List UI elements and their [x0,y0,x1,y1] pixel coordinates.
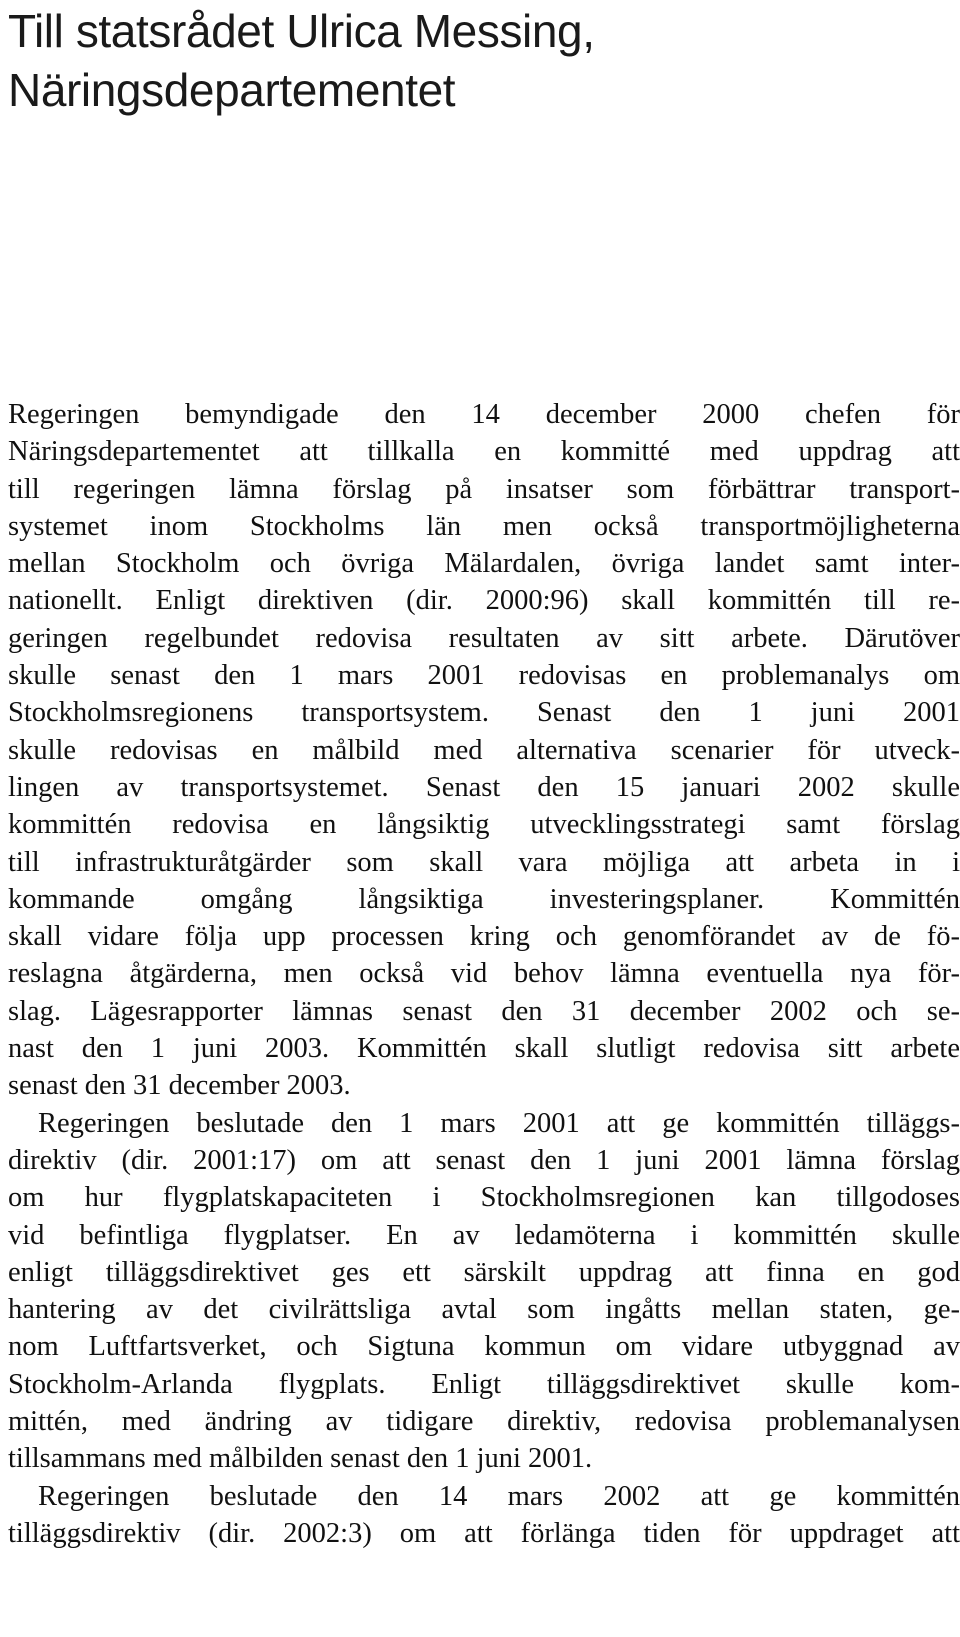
text-line: hantering av det civilrättsliga avtal som ingåtts mellan staten, ge- [8,1294,960,1326]
text-line: kommittén redovisa en långsiktig utvecklingsstrategi samt förslag [8,809,960,841]
title-line: Näringsdepartementet [8,64,456,116]
text-line: nast den 1 juni 2003. Kommittén skall slutligt redovisa sitt arbete [8,1033,960,1065]
text-line: nationellt. Enligt direktiven (dir. 2000:96) skall kommittén till re- [8,585,960,617]
text-line: slag. Lägesrapporter lämnas senast den 31 december 2002 och se- [8,995,960,1027]
text-line: till infrastrukturåtgärder som skall vara möjliga att arbeta in i [8,846,960,878]
text-line: direktiv (dir. 2001:17) om att senast den 1 juni 2001 lämna förslag [8,1144,960,1176]
text-line: Stockholm-Arlanda flygplats. Enligt tilläggsdirektivet skulle kom- [8,1368,960,1400]
body-text [8,396,960,1552]
text-line: Regeringen beslutade den 14 mars 2002 att ge kommittén [38,1480,960,1512]
text-line: Regeringen bemyndigade den 14 december 2000 chefen för [8,399,960,430]
text-line: nom Luftfartsverket, och Sigtuna kommun om vidare utbyggnad av [8,1331,960,1363]
text-line: vid befintliga flygplatser. En av ledamöterna i kommittén skulle [8,1219,960,1251]
text-line: mellan Stockholm och övriga Mälardalen, övriga landet samt inter- [8,548,960,580]
text-line: till regeringen lämna förslag på insatser som förbättrar transport- [8,473,960,505]
paragraph-3 [8,1478,960,1553]
text-line: kommande omgång långsiktiga investeringsplaner. Kommittén [8,883,960,915]
text-line: lingen av transportsystemet. Senast den 15 januari 2002 skulle [8,771,960,803]
text-line: tilläggsdirektiv (dir. 2002:3) om att förlänga tiden för uppdraget att [8,1517,960,1549]
text-line: systemet inom Stockholms län men också transportmöjligheterna [8,510,960,542]
paragraph-1 [8,396,960,1105]
text-line: skulle redovisas en målbild med alternativa scenarier för utveck- [8,734,960,766]
text-line: Stockholmsregionens transportsystem. Senast den 1 juni 2001 [8,697,960,729]
title-line: Till statsrådet Ulrica Messing, [8,5,595,57]
text-line: skulle senast den 1 mars 2001 redovisas en problemanalys om [8,660,960,692]
text-line: tillsammans med målbilden senast den 1 juni 2001. [8,1443,593,1475]
text-line: om hur flygplatskapaciteten i Stockholmsregionen kan tillgodoses [8,1182,960,1214]
text-line: reslagna åtgärderna, men också vid behov lämna eventuella nya för- [8,958,960,990]
page-title [8,2,908,120]
text-line: Regeringen beslutade den 1 mars 2001 att ge kommittén tilläggs- [38,1107,960,1139]
text-line: skall vidare följa upp processen kring och genomförandet av de fö- [8,921,960,953]
text-line: Näringsdepartementet att tillkalla en kommitté med uppdrag att [8,436,960,468]
paragraph-2 [8,1105,960,1478]
text-line: geringen regelbundet redovisa resultaten av sitt arbete. Därutöver [8,622,960,654]
text-line: mittén, med ändring av tidigare direktiv, redovisa problemanalysen [8,1406,960,1438]
text-line: senast den 31 december 2003. [8,1070,351,1102]
text-line: enligt tilläggsdirektivet ges ett särskilt uppdrag att finna en god [8,1256,960,1288]
